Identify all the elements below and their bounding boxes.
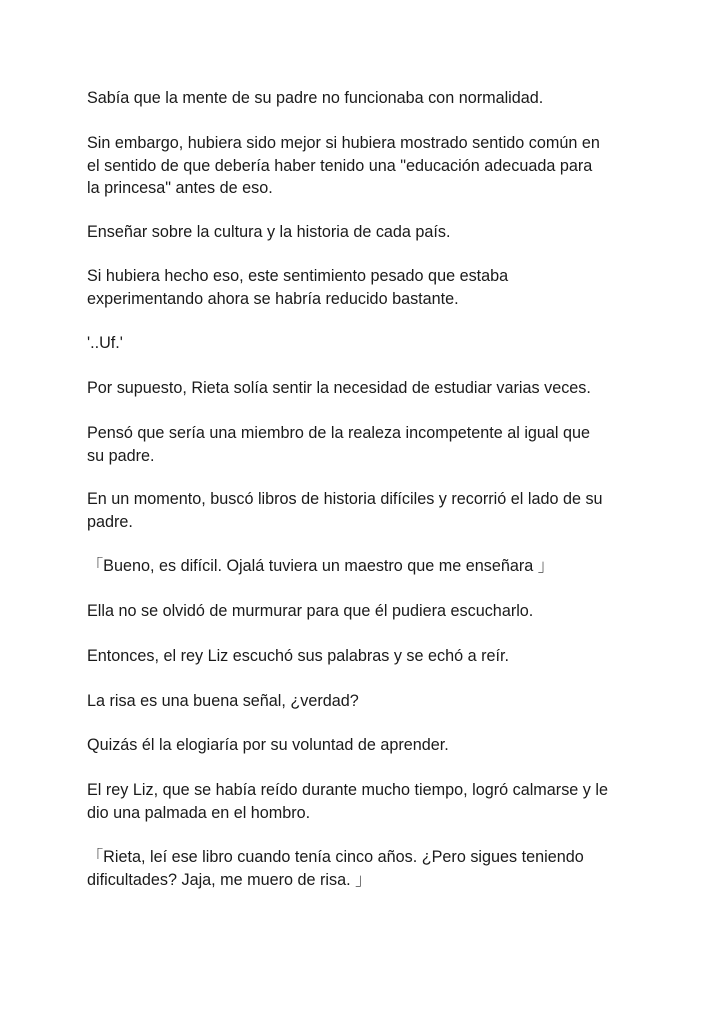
paragraph-10 — [87, 600, 647, 623]
text-line: el sentido de que debería haber tenido una "educación adecuada para — [87, 156, 593, 175]
paragraph-14 — [87, 779, 647, 824]
text-line: la princesa" antes de eso. — [87, 179, 273, 197]
paragraph-6 — [87, 377, 647, 400]
text-line: Enseñar sobre la cultura y la historia de cada país. — [87, 223, 451, 241]
paragraph-11 — [87, 645, 647, 668]
text-line: 「Bueno, es difícil. Ojalá tuviera un maestro que me enseñara 」 — [87, 557, 554, 575]
text-line: padre. — [87, 512, 133, 531]
paragraph-4 — [87, 265, 647, 310]
text-line: El rey Liz, que se había reído durante mucho tiempo, logró calmarse y le — [87, 781, 608, 799]
text-line: Por supuesto, Rieta solía sentir la necesidad de estudiar varias veces. — [87, 379, 591, 397]
text-line: Pensó que sería una miembro de la realeza incompetente al igual que — [87, 424, 591, 442]
paragraph-2 — [87, 132, 647, 200]
text-line: Sin embargo, hubiera sido mejor si hubiera mostrado sentido común en — [87, 134, 600, 152]
paragraph-12 — [87, 690, 647, 713]
paragraph-13 — [87, 734, 647, 757]
paragraph-7 — [87, 422, 647, 467]
paragraph-5 — [87, 332, 647, 355]
text-line: En un momento, buscó libros de historia difíciles y recorrió el lado de su — [87, 490, 603, 508]
text-line: dio una palmada en el hombro. — [87, 803, 311, 822]
paragraph-1 — [87, 87, 647, 110]
paragraph-15 — [87, 846, 647, 891]
paragraph-8 — [87, 488, 647, 533]
text-line: '..Uf.' — [87, 334, 123, 352]
text-line: Si hubiera hecho eso, este sentimiento pesado que estaba — [87, 267, 509, 285]
paragraph-9 — [87, 555, 647, 578]
paragraph-3 — [87, 221, 647, 244]
text-line: Ella no se olvidó de murmurar para que él pudiera escucharlo. — [87, 602, 534, 620]
text-line: Quizás él la elogiaría por su voluntad de aprender. — [87, 736, 449, 754]
text-line: La risa es una buena señal, ¿verdad? — [87, 692, 359, 710]
text-line: dificultades? Jaja, me muero de risa. 」 — [87, 870, 372, 889]
text-line: experimentando ahora se habría reducido bastante. — [87, 289, 459, 308]
text-line: Entonces, el rey Liz escuchó sus palabras y se echó a reír. — [87, 647, 509, 665]
text-line: Sabía que la mente de su padre no funcionaba con normalidad. — [87, 89, 544, 107]
text-line: su padre. — [87, 446, 155, 465]
text-line: 「Rieta, leí ese libro cuando tenía cinco años. ¿Pero sigues teniendo — [87, 848, 584, 866]
